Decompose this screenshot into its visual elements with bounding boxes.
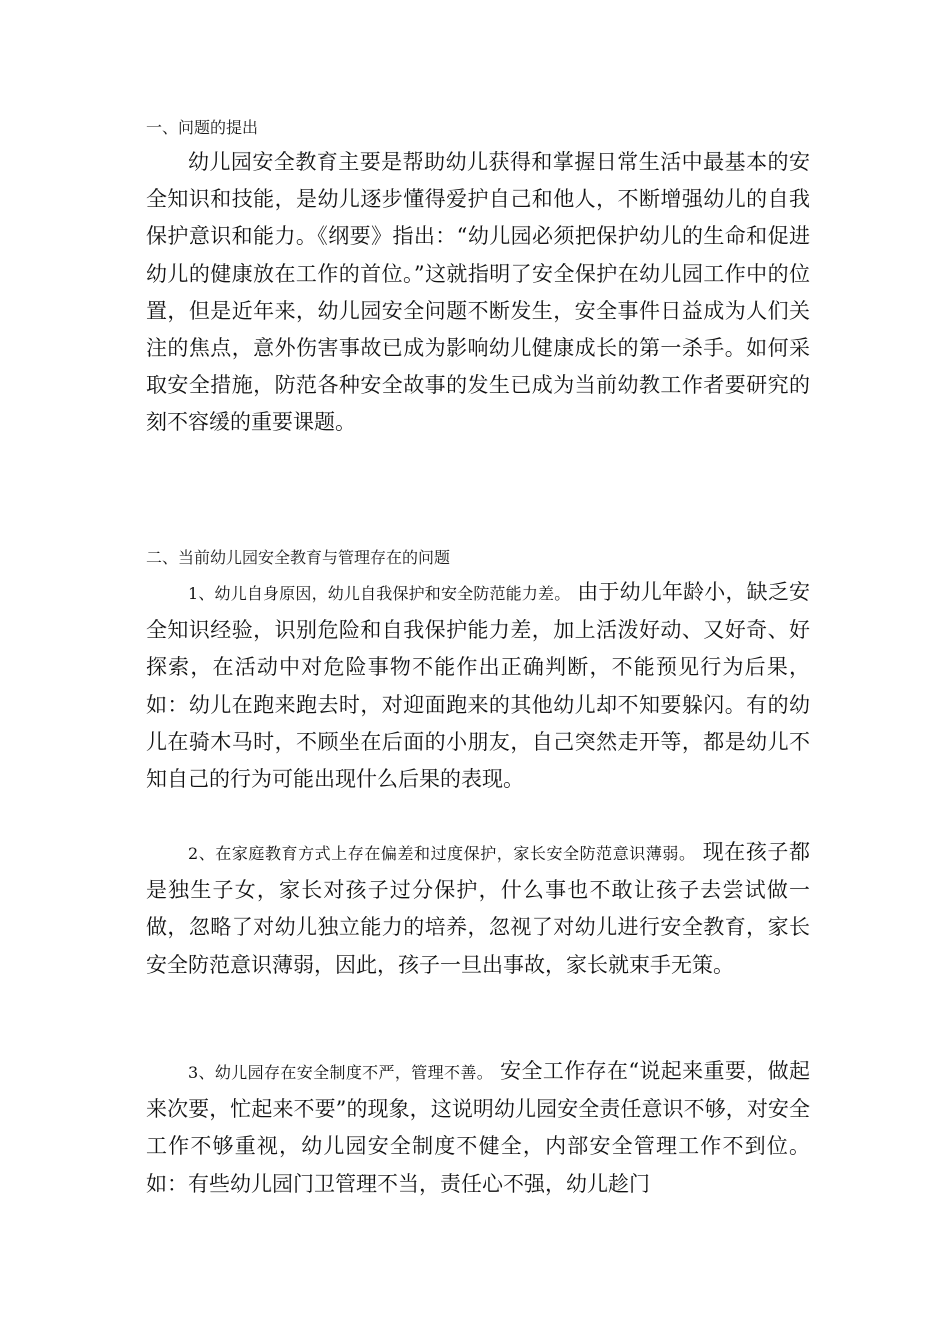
item-lead: 3、幼儿园存在安全制度不严，管理不善。 bbox=[188, 1063, 494, 1082]
item-lead: 1、幼儿自身原因，幼儿自我保护和安全防范能力差。 bbox=[188, 584, 571, 603]
section-2-item-1 bbox=[146, 574, 810, 798]
item-text: 由于幼儿年龄小，缺乏安全知识经验，识别危险和自我保护能力差，加上活泼好动、又好奇、好探索，在活动中对危险事物不能作出正确判断，不能预见行为后果，如：幼儿在跑来跑去时，对迎面跑来的其他幼儿却不知要躲闪。有的幼儿在骑木马时，不顾坐在后面的小朋友，自己突然走开等，都是幼儿不知自己的行为可能出现什么后果的表现。 bbox=[146, 580, 810, 792]
list-item bbox=[146, 574, 810, 798]
section-2-item-3 bbox=[146, 1053, 810, 1203]
list-item bbox=[146, 834, 810, 984]
section-1-paragraph bbox=[146, 144, 810, 442]
paragraph-text: 幼儿园安全教育主要是帮助幼儿获得和掌握日常生活中最基本的安全知识和技能，是幼儿逐步懂得爱护自己和他人，不断增强幼儿的自我保护意识和能力。《纲要》指出：“幼儿园必须把保护幼儿的生命和促进幼儿的健康放在工作的首位。”这就指明了安全保护在幼儿园工作中的位置，但是近年来，幼儿园安全问题不断发生，安全事件日益成为人们关注的焦点，意外伤害事故已成为影响幼儿健康成长的第一杀手。如何采取安全措施，防范各种安全故事的发生已成为当前幼教工作者要研究的刻不容缓的重要课题。 bbox=[146, 150, 810, 435]
item-text: 安全工作存在“说起来重要，做起来次要，忙起来不要”的现象，这说明幼儿园安全责任意识不够，对安全工作不够重视，幼儿园安全制度不健全，内部安全管理工作不到位。如：有些幼儿园门卫管理不当，责任心不强，幼儿趁门 bbox=[146, 1059, 810, 1196]
section-1-heading: 一、问题的提出 bbox=[146, 118, 259, 137]
item-text: 现在孩子都是独生子女，家长对孩子过分保护，什么事也不敢让孩子去尝试做一做，忽略了对幼儿独立能力的培养，忽视了对幼儿进行安全教育，家长安全防范意识薄弱，因此，孩子一旦出事故，家长就束手无策。 bbox=[146, 840, 810, 977]
section-2-item-2 bbox=[146, 834, 810, 984]
list-item bbox=[146, 1053, 810, 1203]
section-2-heading: 二、当前幼儿园安全教育与管理存在的问题 bbox=[146, 548, 451, 567]
item-lead: 2、在家庭教育方式上存在偏差和过度保护，家长安全防范意识薄弱。 bbox=[188, 844, 696, 863]
